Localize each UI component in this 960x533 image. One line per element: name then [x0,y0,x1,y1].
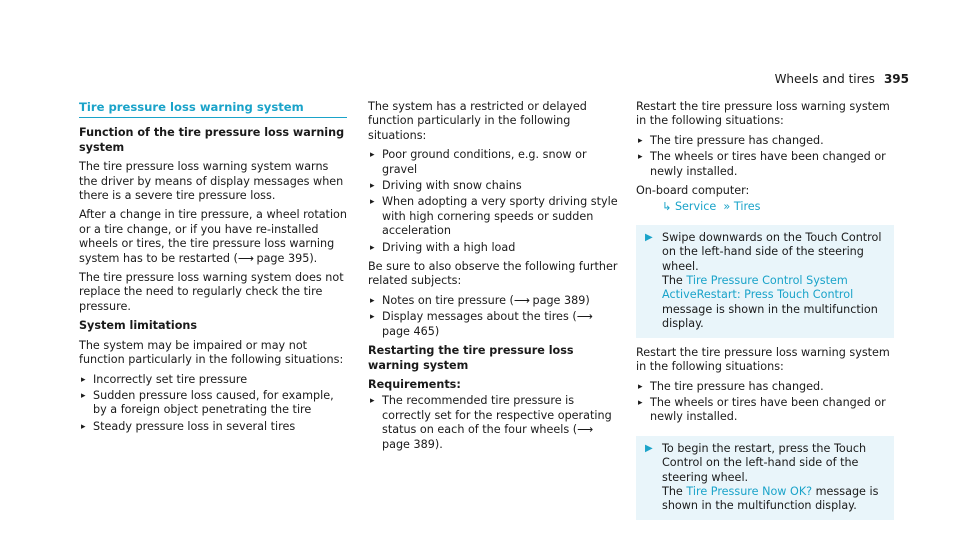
list-item: ▸ Poor ground conditions, e.g. snow or gravel [368,148,618,177]
bullet-list [368,394,618,452]
section-name: Wheels and tires [774,72,875,86]
function-heading: Function of the tire pressure loss warning system [79,126,345,154]
display-message: Tire Pressure Control System ActiveRestart: Press Touch Control [662,274,854,302]
display-message: Tire Pressure Now OK? [686,484,813,498]
list-item: ▸ Sudden pressure loss caused, for example, by a foreign object penetrating the tire [79,389,347,418]
arrow-icon: ⟶ [576,310,592,324]
bullet-list [368,148,618,255]
paragraph: The tire pressure loss warning system warns the driver by means of display messages when there is a severe tire pressure loss. [79,160,344,203]
menu-path [636,200,894,214]
list-item: ▸ Display messages about the tires (⟶ page 465) [368,310,618,339]
play-icon: ▶ [645,442,653,454]
restart-heading: Restarting the tire pressure loss warning system [368,344,574,372]
list-item: ▸ The tire pressure has changed. [636,134,894,148]
list-item: ▸ The wheels or tires have been changed or newly installed. [636,396,894,425]
list-item: ▸ Steady pressure loss in several tires [79,420,347,434]
list-item: ▸ Incorrectly set tire pressure [79,373,347,387]
double-chevron-icon: » [723,200,731,214]
paragraph: The system has a restricted or delayed function particularly in the following situations: [368,100,587,142]
column-1 [79,100,347,439]
page-link[interactable]: page 465) [382,324,440,338]
play-icon: ▶ [645,231,653,243]
page-link[interactable]: page 389) [532,293,590,307]
arrow-icon: ⟶ [513,293,529,307]
bullet-list [79,373,347,435]
page-number: 395 [883,72,909,86]
list-item: ▸ Driving with snow chains [368,179,618,193]
list-item: ▸ Driving with a high load [368,241,618,255]
bullet-list [636,380,894,425]
instruction-step: ▶ Swipe downwards on the Touch Control on the left-hand side of the steering wheel. The Tire Pressure Control System ActiveRestart: Press Touch Control message is shown in the multifunction display. [636,225,894,338]
list-item: ▸ When adopting a very sporty driving style with high cornering speeds or sudden acceleration [368,195,618,238]
requirements-heading: Requirements: [368,377,461,391]
menu-service: Service [674,200,717,214]
column-2 [368,100,618,457]
paragraph: The system may be impaired or may not function particularly in the following situations: [79,338,344,367]
paragraph: The tire pressure loss warning system does not replace the need to regularly check the tire pressure. [79,271,344,313]
instruction-step: ▶ To begin the restart, press the Touch Control on the left-hand side of the steering wheel. The Tire Pressure Now OK? message is shown in the multifunction display. [636,436,894,520]
bullet-list [368,294,618,339]
bullet-list [636,134,894,179]
paragraph: After a change in tire pressure, a wheel rotation or a tire change, or if you have re-installed wheels or tires, the tire pressure loss warning system has to be restarted (⟶ page 395). [79,208,347,265]
paragraph: Be sure to also observe the following further related subjects: [368,260,618,288]
paragraph: Restart the tire pressure loss warning system in the following situations: [636,345,890,374]
page-header [775,72,909,86]
list-item: ▸ The wheels or tires have been changed or newly installed. [636,150,894,179]
list-item: ▸ The recommended tire pressure is correctly set for the respective operating status on each of the four wheels (⟶ page 389). [368,394,618,452]
limitations-heading: System limitations [79,319,198,333]
menu-arrow-icon: ↳ [662,200,672,214]
paragraph: Restart the tire pressure loss warning system in the following situations: [636,100,890,128]
arrow-icon: ⟶ [237,251,253,265]
arrow-icon: ⟶ [577,423,593,437]
section-title: Tire pressure loss warning system [79,100,347,118]
paragraph: On-board computer: [636,184,750,198]
list-item: ▸ The tire pressure has changed. [636,380,894,394]
list-item: ▸ Notes on tire pressure (⟶ page 389) [368,294,618,308]
column-3 [636,100,894,528]
page-link[interactable]: page 395). [256,251,318,265]
page-link[interactable]: page 389). [382,437,443,451]
menu-tires: Tires [733,200,761,214]
